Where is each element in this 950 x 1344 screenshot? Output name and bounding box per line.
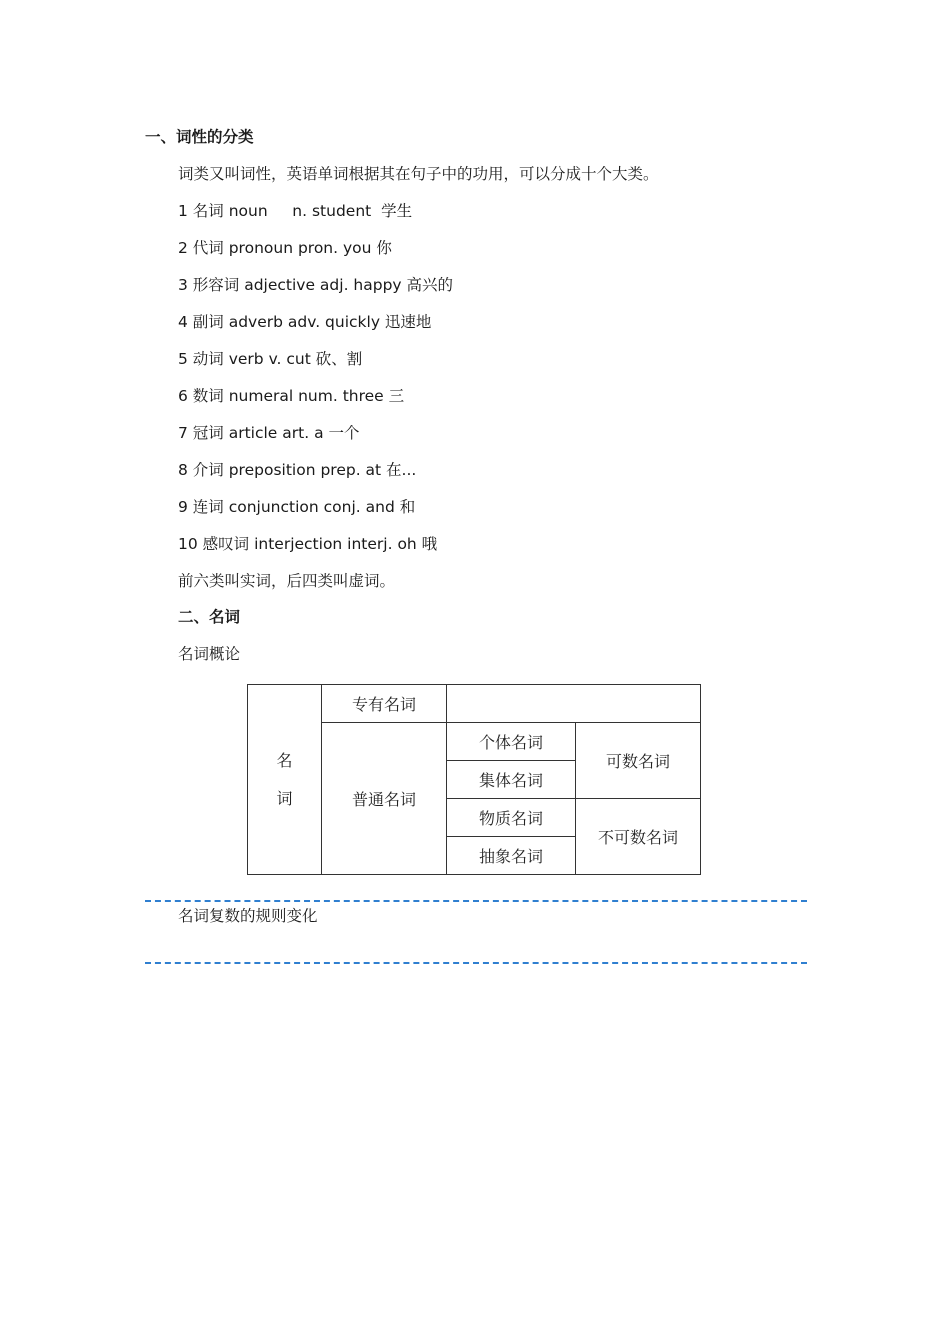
- pos-item-interjection: 10 感叹词 interjection interj. oh 哦: [178, 535, 438, 553]
- pos-item-noun: 1 名词 noun n. student 学生: [178, 202, 413, 220]
- proper-noun-cell: 专有名词: [322, 685, 447, 723]
- collective-noun-cell: 集体名词: [447, 761, 576, 799]
- individual-noun-cell: 个体名词: [447, 723, 576, 761]
- proper-noun-empty-cell: [447, 685, 701, 723]
- pos-item-numeral: 6 数词 numeral num. three 三: [178, 387, 405, 405]
- pos-item-article: 7 冠词 article art. a 一个: [178, 424, 360, 442]
- pos-item-adverb: 4 副词 adverb adv. quickly 迅速地: [178, 313, 432, 331]
- pos-item-verb: 5 动词 verb v. cut 砍、割: [178, 350, 363, 368]
- section-heading-1: 一、词性的分类: [145, 128, 254, 146]
- noun-root-cell: [248, 685, 322, 875]
- pos-item-adjective: 3 形容词 adjective adj. happy 高兴的: [178, 276, 454, 294]
- uncountable-noun-cell: 不可数名词: [576, 799, 701, 875]
- noun-root-char-2: 词: [276, 788, 293, 808]
- common-noun-cell: 普通名词: [322, 723, 447, 875]
- noun-overview-label: 名词概论: [178, 645, 241, 663]
- pos-item-conjunction: 9 连词 conjunction conj. and 和: [178, 498, 416, 516]
- dashed-divider-top: [145, 900, 807, 902]
- plural-rules-title: 名词复数的规则变化: [178, 907, 318, 925]
- material-noun-cell: 物质名词: [447, 799, 576, 837]
- intro-paragraph: 词类又叫词性，英语单词根据其在句子中的功用，可以分成十个大类。: [178, 165, 659, 183]
- countable-noun-cell: 可数名词: [576, 723, 701, 799]
- noun-classification-table: [247, 684, 701, 875]
- section-heading-2: 二、名词: [178, 608, 241, 626]
- noun-root-char-1: 名: [276, 750, 293, 770]
- abstract-noun-cell: 抽象名词: [447, 837, 576, 875]
- pos-item-preposition: 8 介词 preposition prep. at 在...: [178, 461, 417, 479]
- pos-item-pronoun: 2 代词 pronoun pron. you 你: [178, 239, 392, 257]
- summary-text: 前六类叫实词，后四类叫虚词。: [178, 572, 396, 590]
- dashed-divider-bottom: [145, 962, 807, 964]
